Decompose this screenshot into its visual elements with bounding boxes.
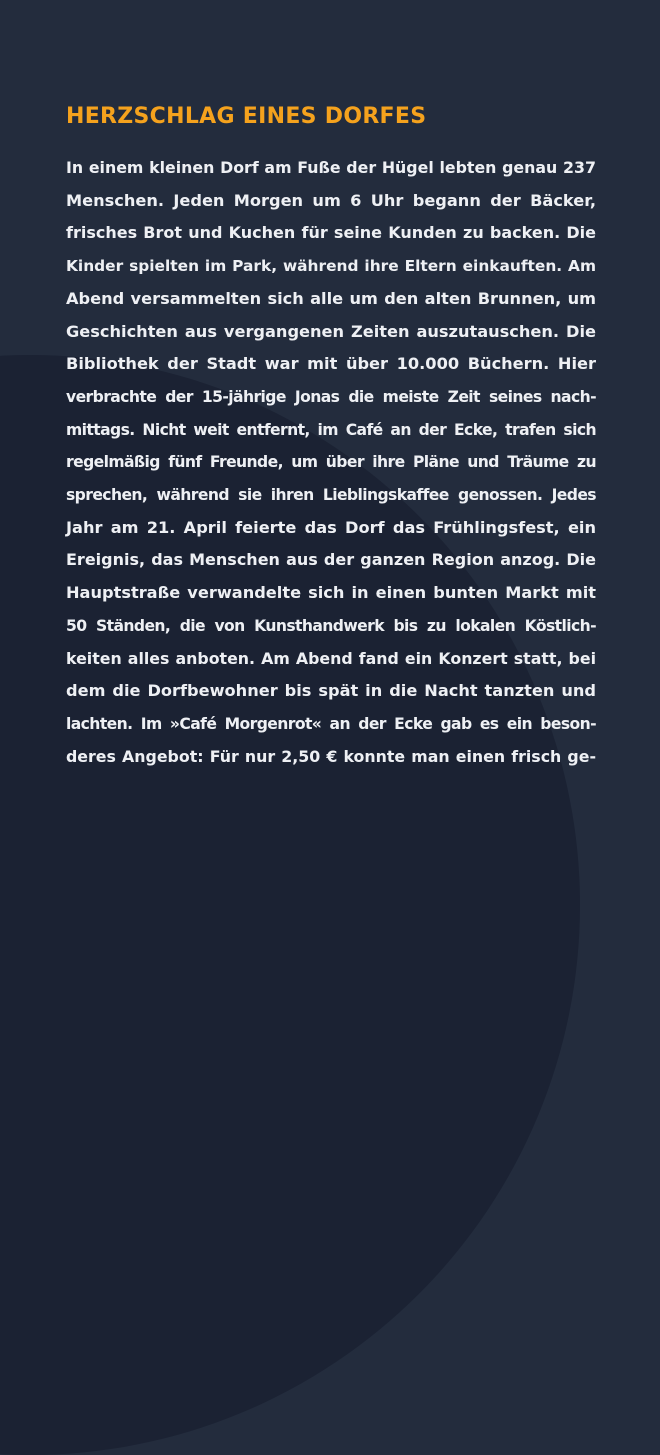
text-line: dem die Dorfbewohner bis spät in die Nacht tanzten und [66,681,596,701]
text-line: Jahr am 21. April feierte das Dorf das Frühlingsfest, ein [66,517,596,537]
text-line: verbrachte der 15-jährige Jonas die meiste Zeit seines nach- [66,387,596,406]
text-line: Bibliothek der Stadt war mit über 10.000 Büchern. Hier [66,354,596,374]
text-line: Kinder spielten im Park, während ihre Eltern einkauften. Am [66,257,596,276]
text-line: In einem kleinen Dorf am Fuße der Hügel lebten genau 237 [66,158,596,177]
text-line: Abend versammelten sich alle um den alten Brunnen, um [66,288,596,308]
text-line: 50 Ständen, die von Kunsthandwerk bis zu lokalen Köstlich- [66,616,596,635]
text-line: lachten. Im »Café Morgenrot« an der Ecke gab es ein beson- [66,714,596,733]
text-line: sprechen, während sie ihren Lieblingskaffee genossen. Jedes [66,486,596,504]
article-title: HERZSCHLAG EINES DORFES [66,104,427,129]
text-line: deres Angebot: Für nur 2,50 € konnte man einen frisch ge- [66,746,596,766]
text-line: frisches Brot und Kuchen für seine Kunden zu backen. Die [66,223,596,243]
text-line: mittags. Nicht weit entfernt, im Café an der Ecke, trafen sich [66,420,596,439]
text-line: Ereignis, das Menschen aus der ganzen Region anzog. Die [66,550,596,570]
text-line: Hauptstraße verwandelte sich in einen bunten Markt mit [66,583,596,603]
text-line: Menschen. Jeden Morgen um 6 Uhr begann der Bäcker, [66,190,596,210]
text-line: keiten alles anboten. Am Abend fand ein Konzert statt, bei [66,648,596,668]
text-line: regelmäßig fünf Freunde, um über ihre Pläne und Träume zu [66,453,596,472]
text-line: Geschichten aus vergangenen Zeiten auszutauschen. Die [66,321,596,341]
